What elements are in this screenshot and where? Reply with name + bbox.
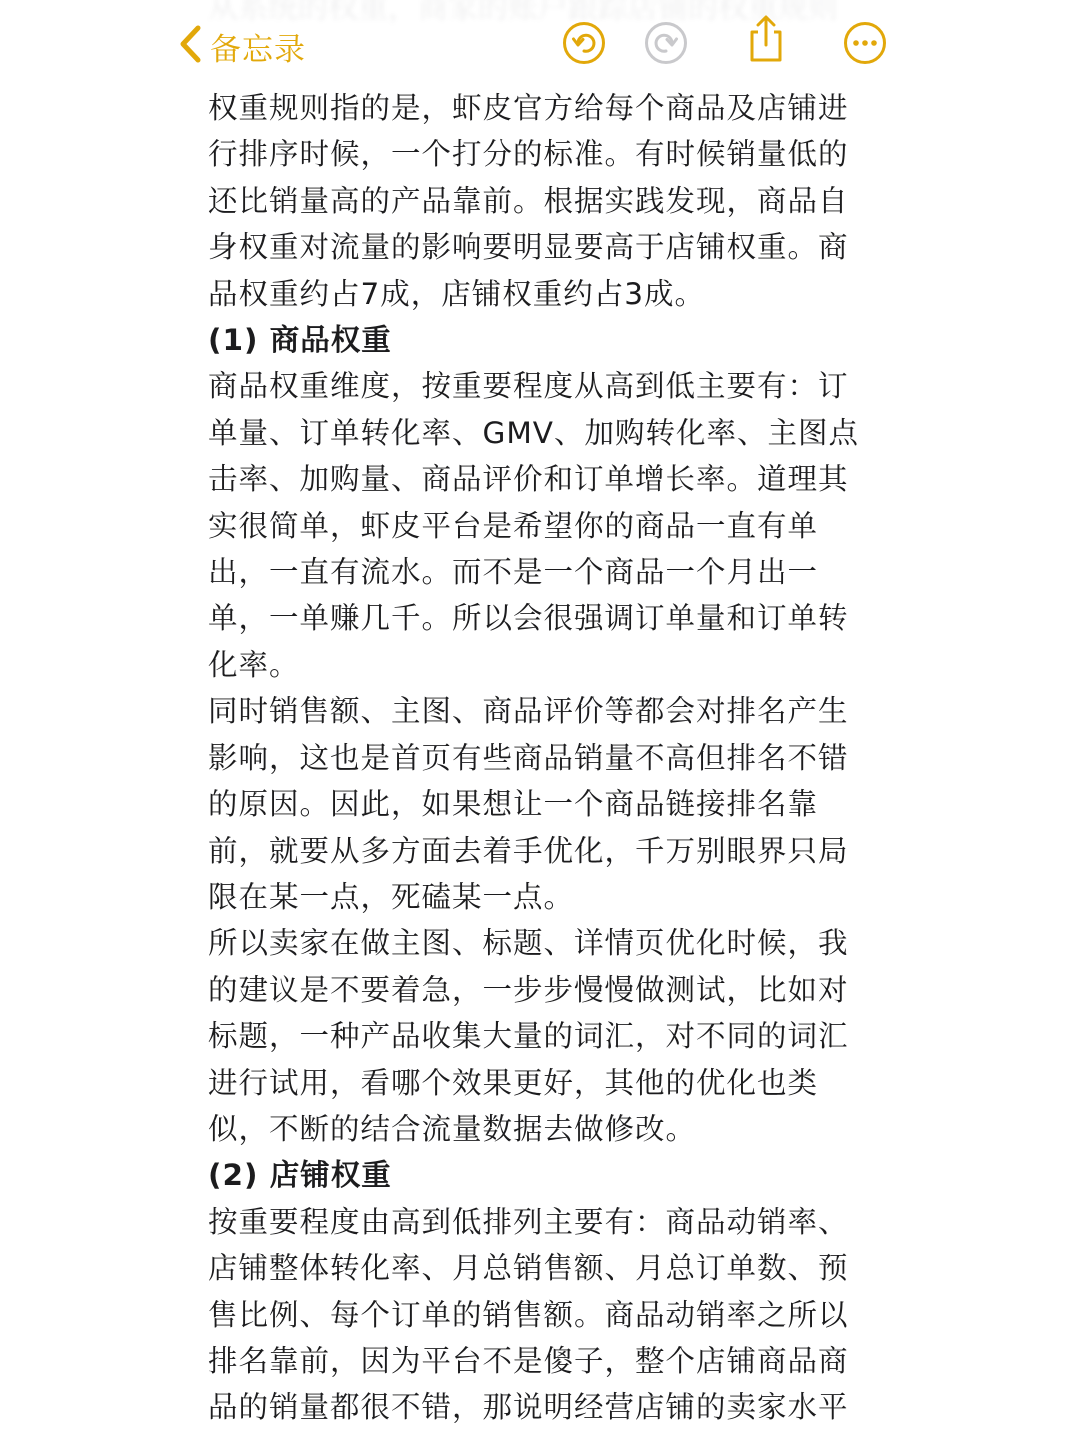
share-button[interactable] (743, 18, 789, 64)
redo-icon (643, 20, 689, 70)
note-paragraph: 按重要程度由高到低排列主要有：商品动销率、店铺整体转化率、月总销售额、月总订单数、预售比例、每个订单的销售额。商品动销率之所以排名靠前，因为平台不是傻子，整个店铺商品商品的销量都很不错，那说明经营店铺的卖家水平 (208, 1204, 849, 1425)
note-paragraph: 权重规则指的是，虾皮官方给每个商品及店铺进行排序时候，一个打分的标准。有时候销量低的还比销量高的产品靠前。根据实践发现，商品自身权重对流量的影响要明显要高于店铺权重。商品权重约占7成，店铺权重约占3成。 (208, 91, 849, 311)
back-button[interactable] (176, 20, 306, 72)
undo-button[interactable] (561, 22, 607, 68)
navigation-bar (0, 0, 1080, 92)
note-paragraph: 商品权重维度，按重要程度从高到低主要有：订单量、订单转化率、GMV、加购转化率、主图点击率、加购量、商品评价和订单增长率。道理其实很简单，虾皮平台是希望你的商品一直有单出，一直有流水。而不是一个商品一个月出一单，一单赚几千。所以会很强调订单量和订单转化率。 (208, 369, 859, 682)
redo-button[interactable] (643, 22, 689, 68)
share-icon (743, 14, 789, 68)
back-label: 备忘录 (210, 31, 306, 68)
note-body[interactable] (208, 85, 868, 1431)
undo-icon (561, 20, 607, 70)
chevron-left-icon (176, 24, 204, 68)
note-paragraph: 同时销售额、主图、商品评价等都会对排名产生影响，这也是首页有些商品销量不高但排名不错的原因。因此，如果想让一个商品链接排名靠前，就要从多方面去着手优化，千万别眼界只局限在某一点，死磕某一点。 (208, 694, 849, 914)
more-button[interactable] (842, 22, 888, 68)
note-paragraph: 所以卖家在做主图、标题、详情页优化时候，我的建议是不要着急，一步步慢慢做测试，比如对标题，一种产品收集大量的词汇，对不同的词汇进行试用，看哪个效果更好，其他的优化也类似，不断的结合流量数据去做修改。 (208, 926, 849, 1146)
section-heading-shop-weight: (2) 店铺权重 (208, 1158, 392, 1193)
more-icon (842, 20, 888, 70)
section-heading-product-weight: (1) 商品权重 (208, 323, 392, 358)
